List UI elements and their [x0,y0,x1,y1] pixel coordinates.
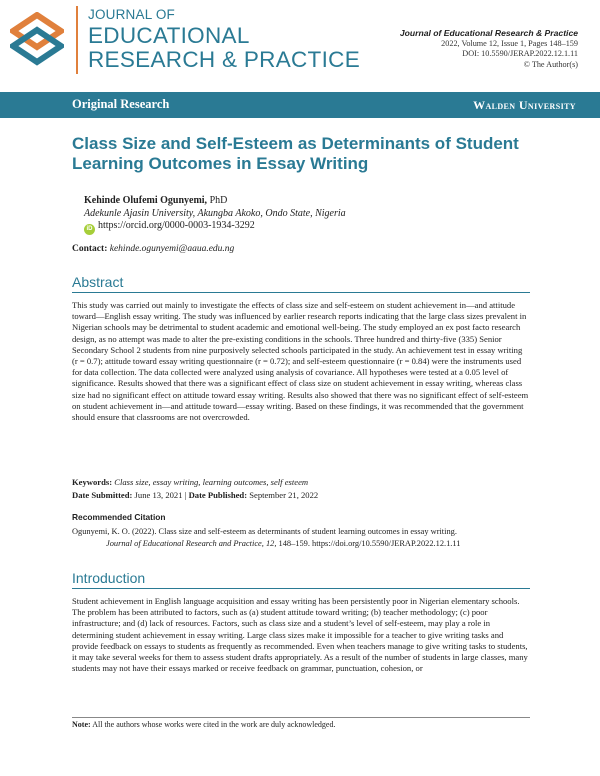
date-published-label: Date Published [188,490,245,500]
logo-divider [76,6,78,74]
contact-colon: : [104,244,110,254]
pubinfo-doi[interactable]: DOI: 10.5590/JERAP.2022.12.1.11 [462,49,578,58]
pubinfo-copyright: © The Author(s) [523,59,578,69]
author-degree: PhD [209,195,228,206]
introduction-heading: Introduction [72,570,146,586]
journal-name-line1: JOURNAL OF [88,7,176,22]
orcid-row [84,220,346,235]
keywords-colon: : [109,477,115,487]
journal-name-line2: EDUCATIONAL [88,22,250,48]
article-type-label: Original Research [72,97,170,111]
journal-logo-icon [10,12,64,68]
date-submitted-label: Date Submitted [72,490,130,500]
dates-line: Date Submitted: June 13, 2021 | Date Published: September 21, 2022 [72,490,319,500]
publication-info [400,28,578,70]
orcid-icon: iD [84,224,95,235]
date-published: September 21, 2022 [249,490,319,500]
article-type-banner [0,92,600,118]
pubinfo-volume: 2022, Volume 12, Issue 1, Pages 148–159 [441,38,578,48]
journal-name [88,8,360,72]
date-submitted-colon: : [129,490,135,500]
footnote-text: All the authors whose works were cited in the work are duly acknowledged. [92,720,336,729]
footnote-label: Note: [72,720,91,729]
footnote [72,720,335,729]
article-title: Class Size and Self-Esteem as Determinants of Student Learning Outcomes in Essay Writing [72,134,519,173]
abstract-rule [72,292,530,293]
journal-name-line3: RESEARCH & PRACTICE [88,47,360,72]
abstract-text: This study was carried out mainly to investigate the effects of class size and self-esteem on student achievement in—and attitude toward—English essay writing. The study was influenced by earlier research reports indicating that the large class sizes prevalent in Nigerian schools may be detrimental to student academic and emotional well-being. The study employed an ex post facto research design, as no attempt was made to alter the pre-existing conditions in the schools. Three hundred and thirty-five (335) Senior Secondary School 2 students from nine purposively selected schools participated in the study. An achievement test in essay writing (r = 0.7); attitude toward essay writing questionnaire (r = 0.72); and self-esteem questionnaire (r = 0.84) were the instruments used for data collection. The data collected were analyzed using analysis of covariance. All hypotheses were tested at a 0.05 level of significance. Results showed that there was a significant effect of class size on student achievement in essay writing, whereas class size had no significant effect on attitude toward essay writing. Results also showed that there was no significant effect of self-esteem on student achievement in—and attitude toward—essay writing. Based on these findings, it was recommended that the government should ensure that classrooms are not overcrowded. [72,300,529,423]
contact-email[interactable]: kehinde.ogunyemi@aaua.edu.ng [109,244,235,254]
introduction-rule [72,588,530,589]
date-submitted: June 13, 2021 [134,490,183,500]
orcid-link[interactable]: https://orcid.org/0000-0003-1934-3292 [98,220,255,231]
abstract-heading: Abstract [72,274,124,290]
footnote-rule [72,717,530,718]
publisher-brand: Walden University [473,98,576,112]
introduction-text: Student achievement in English language acquisition and essay writing has been persistently poor in Nigerian elementary schools. The problem has been attributed to factors, such as (a) student attitude toward writing; (b) teacher methodology; (c) poor infrastructure; and (d) lack of resources. Factors, such as class size and a student’s level of self-esteem, may play a role in determining student achievement in essay writing. Large class sizes make it impossible for a teacher to give writing tasks and provide feedback on essays to students as frequently as recommended. Even when teachers manage to give writing tasks to students, it may take several weeks for them to assess student drafts appropriately. As a result of the number of students in large classes, many students may not have their essays marked or receive feedback on grammar, punctuation, cohesion, or [72,596,528,674]
author-affiliation: Adekunle Ajasin University, Akungba Akoko, Ondo State, Nigeria [84,207,346,219]
citation-heading: Recommended Citation [72,512,166,522]
contact-line [72,244,234,254]
pubinfo-journal-title: Journal of Educational Research & Practice [399,28,578,38]
citation-line1: Ogunyemi, K. O. (2022). Class size and self-esteem as determinants of student learning outcomes in essay writing. [72,527,457,536]
citation-line2 [72,538,542,550]
contact-label: Contact [72,244,105,254]
keywords-label: Keywords [72,477,110,487]
citation-doi[interactable]: 148–159. https://doi.org/10.5590/JERAP.2022.12.1.11 [278,538,461,548]
author-block [84,195,346,235]
date-published-colon: : [244,490,250,500]
keywords-value: Class size, essay writing, learning outcomes, self esteem [114,477,309,487]
citation-block [72,526,542,549]
author-name: Kehinde Olufemi Ogunyemi, [84,195,208,206]
keywords-line [72,476,308,488]
citation-journal: Journal of Educational Research and Practice, 12, [106,538,277,548]
